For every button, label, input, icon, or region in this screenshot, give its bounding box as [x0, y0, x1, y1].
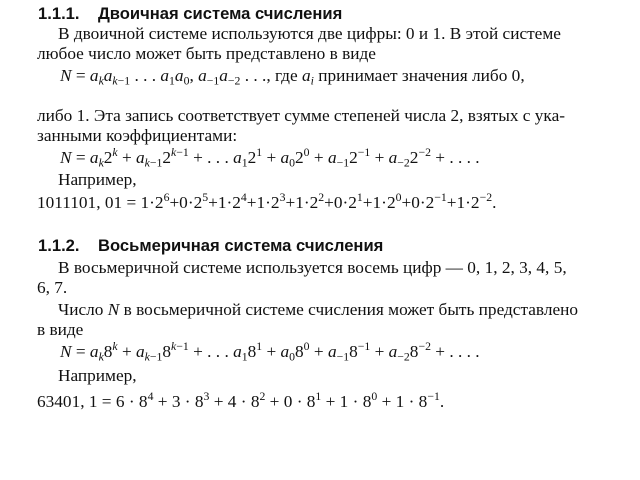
- section-heading-octal: [38, 236, 383, 256]
- formula-binary-sum: $N = a_k2^k + a_{k-1}2^{k-1}$ + . . . $a_12^1 + a_02^0 + a_{-1}2^{-1} + a_{-2}2^{-2}$ + . . . .: [60, 146, 480, 170]
- paragraph-line: В восьмеричной системе используется восемь цифр — 0, 1, 2, 3, 4, 5,: [58, 258, 567, 277]
- text-fragment: в восьмеричной системе счисления может быть представлено: [123, 300, 579, 319]
- formula-octal-sum: $N = a_k8^k + a_{k-1}8^{k-1}$ + . . . $a_18^1 + a_08^0 + a_{-1}8^{-1} + a_{-2}8^{-2}$ + . . . .: [60, 340, 480, 364]
- example-number: 63401, 1: [37, 392, 98, 411]
- section-title: Восьмеричная система счисления: [97, 236, 384, 255]
- example-label: Например,: [58, 366, 137, 385]
- section-number: 1.1.2.: [38, 236, 80, 255]
- formula-tail-2: принимает значения либо 0,: [318, 66, 525, 85]
- paragraph-line: Число N в восьмеричной системе счисления может быть представлено: [58, 300, 579, 319]
- paragraph-line: занными коэффициентами:: [37, 126, 238, 145]
- example-label: Например,: [58, 170, 137, 189]
- section-heading-binary: [38, 4, 342, 24]
- paragraph-line: в виде: [37, 320, 84, 339]
- paragraph-line: В двоичной системе используются две цифры: 0 и 1. В этой системе: [58, 24, 561, 43]
- paragraph-line: либо 1. Эта запись соответствует сумме степеней числа 2, взятых с ука-: [37, 106, 565, 125]
- section-number: 1.1.1.: [38, 4, 80, 23]
- formula-tail: , где: [266, 66, 298, 85]
- sum-dots: + . . . .: [435, 342, 480, 361]
- paragraph-line: любое число может быть представлено в виде: [37, 44, 376, 63]
- sum-dots: + . . . .: [435, 148, 480, 167]
- formula-binary-example: 1011101, $01 = 1\cdot 2^6+0\cdot 2^5+1\cdot 2^4+1\cdot 2^3+1\cdot 2^2+0\cdot 2^1+1\cdot 2^0+0\cdot 2^{-1}+1\cdot 2^{-2}$.: [37, 191, 497, 212]
- example-number: 1011101, 01: [37, 193, 123, 212]
- text-fragment: Число: [58, 300, 104, 319]
- formula-octal-example: 63401, $1 = 6 \cdot 8^4 + 3 \cdot 8^3 + 4 \cdot 8^2 + 0 \cdot 8^1 + 1 \cdot 8^0 + 1 \cdot 8^{-1}$.: [37, 390, 445, 411]
- section-title: Двоичная система счисления: [97, 4, 343, 23]
- paragraph-line: 6, 7.: [37, 278, 68, 297]
- formula-binary-representation: $N = a_ka_{k-1}$ . . . $a_1a_0$, $a_{-1}a_{-2}$ . . ., где $a_i$ принимает значения либо 0,: [60, 66, 525, 88]
